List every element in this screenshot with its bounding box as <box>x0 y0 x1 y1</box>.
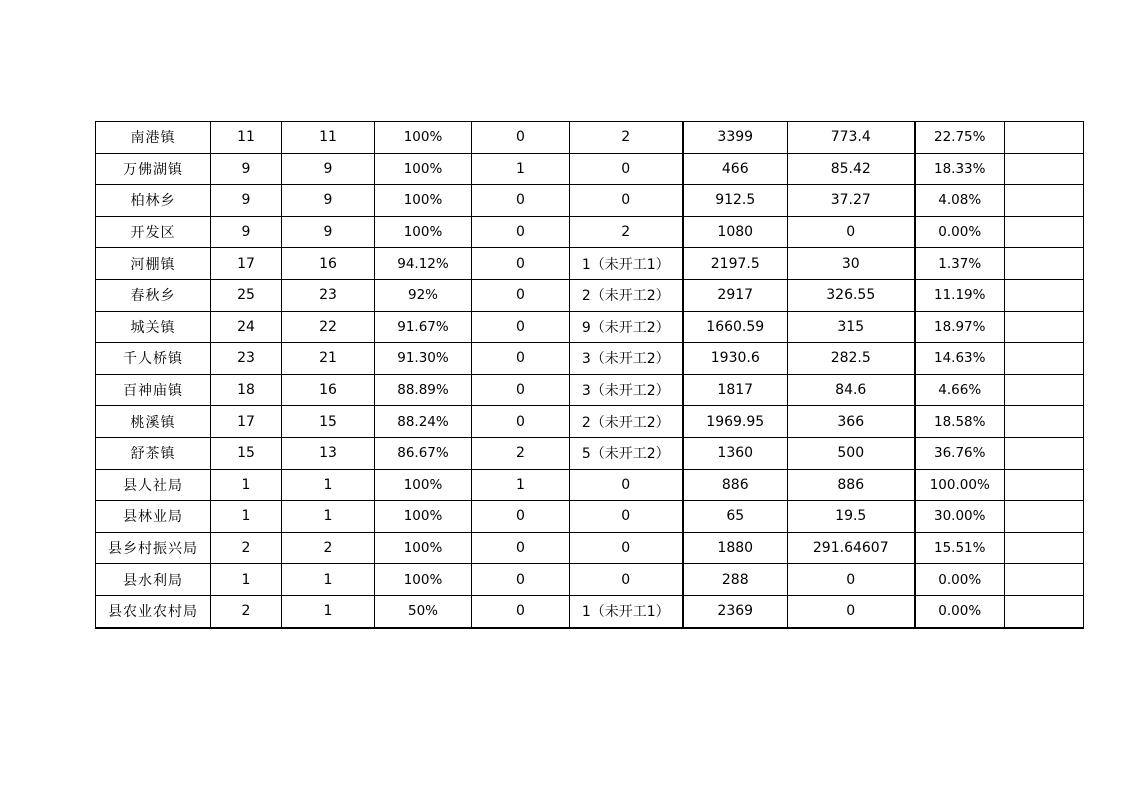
empty-cell <box>1005 437 1084 469</box>
col-3-cell: 11 <box>282 122 375 154</box>
col-7-cell: 1880 <box>683 532 788 564</box>
col-8-cell: 886 <box>788 469 915 501</box>
col-6-cell: 2（未开工2） <box>570 279 683 311</box>
col-2-cell: 1 <box>211 501 282 533</box>
col-8-cell: 85.42 <box>788 153 915 185</box>
table-row <box>96 437 1084 469</box>
unit-name-cell: 万佛湖镇 <box>96 153 211 185</box>
col-2-cell: 2 <box>211 532 282 564</box>
col-6-cell: 2 <box>570 122 683 154</box>
empty-cell <box>1005 564 1084 596</box>
table-row <box>96 248 1084 280</box>
col-2-cell: 17 <box>211 406 282 438</box>
col-3-cell: 9 <box>282 153 375 185</box>
col-2-cell: 2 <box>211 595 282 627</box>
table-row <box>96 153 1084 185</box>
col-3-cell: 9 <box>282 216 375 248</box>
col-8-cell: 30 <box>788 248 915 280</box>
col-5-cell: 0 <box>472 501 570 533</box>
empty-cell <box>1005 122 1084 154</box>
col-2-cell: 1 <box>211 469 282 501</box>
percent-cell: 4.08% <box>915 185 1005 217</box>
unit-name-cell: 县林业局 <box>96 501 211 533</box>
col-8-cell: 37.27 <box>788 185 915 217</box>
rate-cell: 100% <box>375 153 472 185</box>
unit-name-cell: 春秋乡 <box>96 279 211 311</box>
empty-cell <box>1005 343 1084 375</box>
col-6-cell: 3（未开工2） <box>570 374 683 406</box>
col-5-cell: 0 <box>472 343 570 375</box>
col-2-cell: 11 <box>211 122 282 154</box>
col-6-cell: 1（未开工1） <box>570 595 683 627</box>
col-6-cell: 9（未开工2） <box>570 311 683 343</box>
empty-cell <box>1005 216 1084 248</box>
percent-cell: 18.58% <box>915 406 1005 438</box>
unit-name-cell: 南港镇 <box>96 122 211 154</box>
empty-cell <box>1005 311 1084 343</box>
col-3-cell: 15 <box>282 406 375 438</box>
col-7-cell: 3399 <box>683 122 788 154</box>
unit-name-cell: 县人社局 <box>96 469 211 501</box>
col-6-cell: 3（未开工2） <box>570 343 683 375</box>
unit-name-cell: 舒茶镇 <box>96 437 211 469</box>
col-3-cell: 23 <box>282 279 375 311</box>
col-2-cell: 23 <box>211 343 282 375</box>
percent-cell: 15.51% <box>915 532 1005 564</box>
col-7-cell: 1969.95 <box>683 406 788 438</box>
table-row <box>96 406 1084 438</box>
col-3-cell: 16 <box>282 374 375 406</box>
percent-cell: 18.33% <box>915 153 1005 185</box>
col-3-cell: 21 <box>282 343 375 375</box>
col-5-cell: 2 <box>472 437 570 469</box>
empty-cell <box>1005 153 1084 185</box>
empty-cell <box>1005 279 1084 311</box>
col-7-cell: 886 <box>683 469 788 501</box>
empty-cell <box>1005 501 1084 533</box>
col-6-cell: 0 <box>570 564 683 596</box>
unit-name-cell: 开发区 <box>96 216 211 248</box>
col-6-cell: 2 <box>570 216 683 248</box>
unit-name-cell: 县乡村振兴局 <box>96 532 211 564</box>
col-2-cell: 18 <box>211 374 282 406</box>
col-8-cell: 315 <box>788 311 915 343</box>
col-6-cell: 0 <box>570 501 683 533</box>
col-2-cell: 15 <box>211 437 282 469</box>
percent-cell: 36.76% <box>915 437 1005 469</box>
rate-cell: 91.30% <box>375 343 472 375</box>
percent-cell: 18.97% <box>915 311 1005 343</box>
col-5-cell: 0 <box>472 122 570 154</box>
col-5-cell: 0 <box>472 595 570 627</box>
col-8-cell: 326.55 <box>788 279 915 311</box>
col-6-cell: 0 <box>570 532 683 564</box>
percent-cell: 0.00% <box>915 216 1005 248</box>
rate-cell: 88.24% <box>375 406 472 438</box>
col-6-cell: 1（未开工1） <box>570 248 683 280</box>
unit-name-cell: 柏林乡 <box>96 185 211 217</box>
percent-cell: 14.63% <box>915 343 1005 375</box>
col-3-cell: 9 <box>282 185 375 217</box>
unit-name-cell: 桃溪镇 <box>96 406 211 438</box>
col-7-cell: 1817 <box>683 374 788 406</box>
rate-cell: 50% <box>375 595 472 627</box>
col-7-cell: 1360 <box>683 437 788 469</box>
col-2-cell: 9 <box>211 185 282 217</box>
col-6-cell: 0 <box>570 469 683 501</box>
empty-cell <box>1005 374 1084 406</box>
rate-cell: 92% <box>375 279 472 311</box>
col-3-cell: 1 <box>282 595 375 627</box>
col-8-cell: 366 <box>788 406 915 438</box>
col-3-cell: 1 <box>282 469 375 501</box>
table-row <box>96 311 1084 343</box>
col-8-cell: 291.64607 <box>788 532 915 564</box>
col-2-cell: 24 <box>211 311 282 343</box>
col-3-cell: 16 <box>282 248 375 280</box>
col-5-cell: 0 <box>472 564 570 596</box>
col-5-cell: 0 <box>472 311 570 343</box>
table-row <box>96 185 1084 217</box>
col-8-cell: 282.5 <box>788 343 915 375</box>
col-3-cell: 2 <box>282 532 375 564</box>
rate-cell: 100% <box>375 185 472 217</box>
table-row <box>96 374 1084 406</box>
col-5-cell: 0 <box>472 532 570 564</box>
col-8-cell: 0 <box>788 216 915 248</box>
col-8-cell: 0 <box>788 564 915 596</box>
unit-name-cell: 千人桥镇 <box>96 343 211 375</box>
percent-cell: 1.37% <box>915 248 1005 280</box>
col-5-cell: 0 <box>472 279 570 311</box>
empty-cell <box>1005 248 1084 280</box>
col-7-cell: 466 <box>683 153 788 185</box>
rate-cell: 100% <box>375 469 472 501</box>
table-row <box>96 532 1084 564</box>
table-row <box>96 279 1084 311</box>
unit-name-cell: 河棚镇 <box>96 248 211 280</box>
col-7-cell: 2369 <box>683 595 788 627</box>
rate-cell: 88.89% <box>375 374 472 406</box>
rate-cell: 100% <box>375 122 472 154</box>
percent-cell: 4.66% <box>915 374 1005 406</box>
col-3-cell: 1 <box>282 564 375 596</box>
col-8-cell: 0 <box>788 595 915 627</box>
rate-cell: 100% <box>375 216 472 248</box>
col-2-cell: 9 <box>211 216 282 248</box>
data-table <box>95 121 1084 629</box>
rate-cell: 100% <box>375 532 472 564</box>
col-8-cell: 19.5 <box>788 501 915 533</box>
col-3-cell: 1 <box>282 501 375 533</box>
col-8-cell: 773.4 <box>788 122 915 154</box>
col-3-cell: 13 <box>282 437 375 469</box>
col-7-cell: 288 <box>683 564 788 596</box>
col-7-cell: 1930.6 <box>683 343 788 375</box>
col-2-cell: 17 <box>211 248 282 280</box>
table-row <box>96 216 1084 248</box>
rate-cell: 100% <box>375 564 472 596</box>
col-2-cell: 25 <box>211 279 282 311</box>
empty-cell <box>1005 469 1084 501</box>
col-7-cell: 65 <box>683 501 788 533</box>
col-6-cell: 2（未开工2） <box>570 406 683 438</box>
table-row <box>96 595 1084 627</box>
empty-cell <box>1005 185 1084 217</box>
col-5-cell: 0 <box>472 185 570 217</box>
percent-cell: 11.19% <box>915 279 1005 311</box>
col-7-cell: 912.5 <box>683 185 788 217</box>
unit-name-cell: 百神庙镇 <box>96 374 211 406</box>
empty-cell <box>1005 532 1084 564</box>
col-6-cell: 0 <box>570 185 683 217</box>
col-3-cell: 22 <box>282 311 375 343</box>
unit-name-cell: 县农业农村局 <box>96 595 211 627</box>
rate-cell: 100% <box>375 501 472 533</box>
col-7-cell: 1660.59 <box>683 311 788 343</box>
col-6-cell: 0 <box>570 153 683 185</box>
col-5-cell: 0 <box>472 406 570 438</box>
col-7-cell: 2917 <box>683 279 788 311</box>
unit-name-cell: 城关镇 <box>96 311 211 343</box>
rate-cell: 94.12% <box>375 248 472 280</box>
percent-cell: 0.00% <box>915 564 1005 596</box>
percent-cell: 22.75% <box>915 122 1005 154</box>
table-row <box>96 343 1084 375</box>
table-row <box>96 469 1084 501</box>
percent-cell: 30.00% <box>915 501 1005 533</box>
col-5-cell: 1 <box>472 469 570 501</box>
col-8-cell: 500 <box>788 437 915 469</box>
empty-cell <box>1005 406 1084 438</box>
table-row <box>96 501 1084 533</box>
col-2-cell: 9 <box>211 153 282 185</box>
rate-cell: 91.67% <box>375 311 472 343</box>
unit-name-cell: 县水利局 <box>96 564 211 596</box>
table-row <box>96 122 1084 154</box>
col-7-cell: 2197.5 <box>683 248 788 280</box>
col-5-cell: 0 <box>472 216 570 248</box>
col-5-cell: 1 <box>472 153 570 185</box>
table-row <box>96 564 1084 596</box>
percent-cell: 100.00% <box>915 469 1005 501</box>
table-body <box>96 122 1084 628</box>
rate-cell: 86.67% <box>375 437 472 469</box>
col-6-cell: 5（未开工2） <box>570 437 683 469</box>
col-2-cell: 1 <box>211 564 282 596</box>
empty-cell <box>1005 595 1084 627</box>
col-5-cell: 0 <box>472 248 570 280</box>
col-5-cell: 0 <box>472 374 570 406</box>
col-7-cell: 1080 <box>683 216 788 248</box>
col-8-cell: 84.6 <box>788 374 915 406</box>
percent-cell: 0.00% <box>915 595 1005 627</box>
